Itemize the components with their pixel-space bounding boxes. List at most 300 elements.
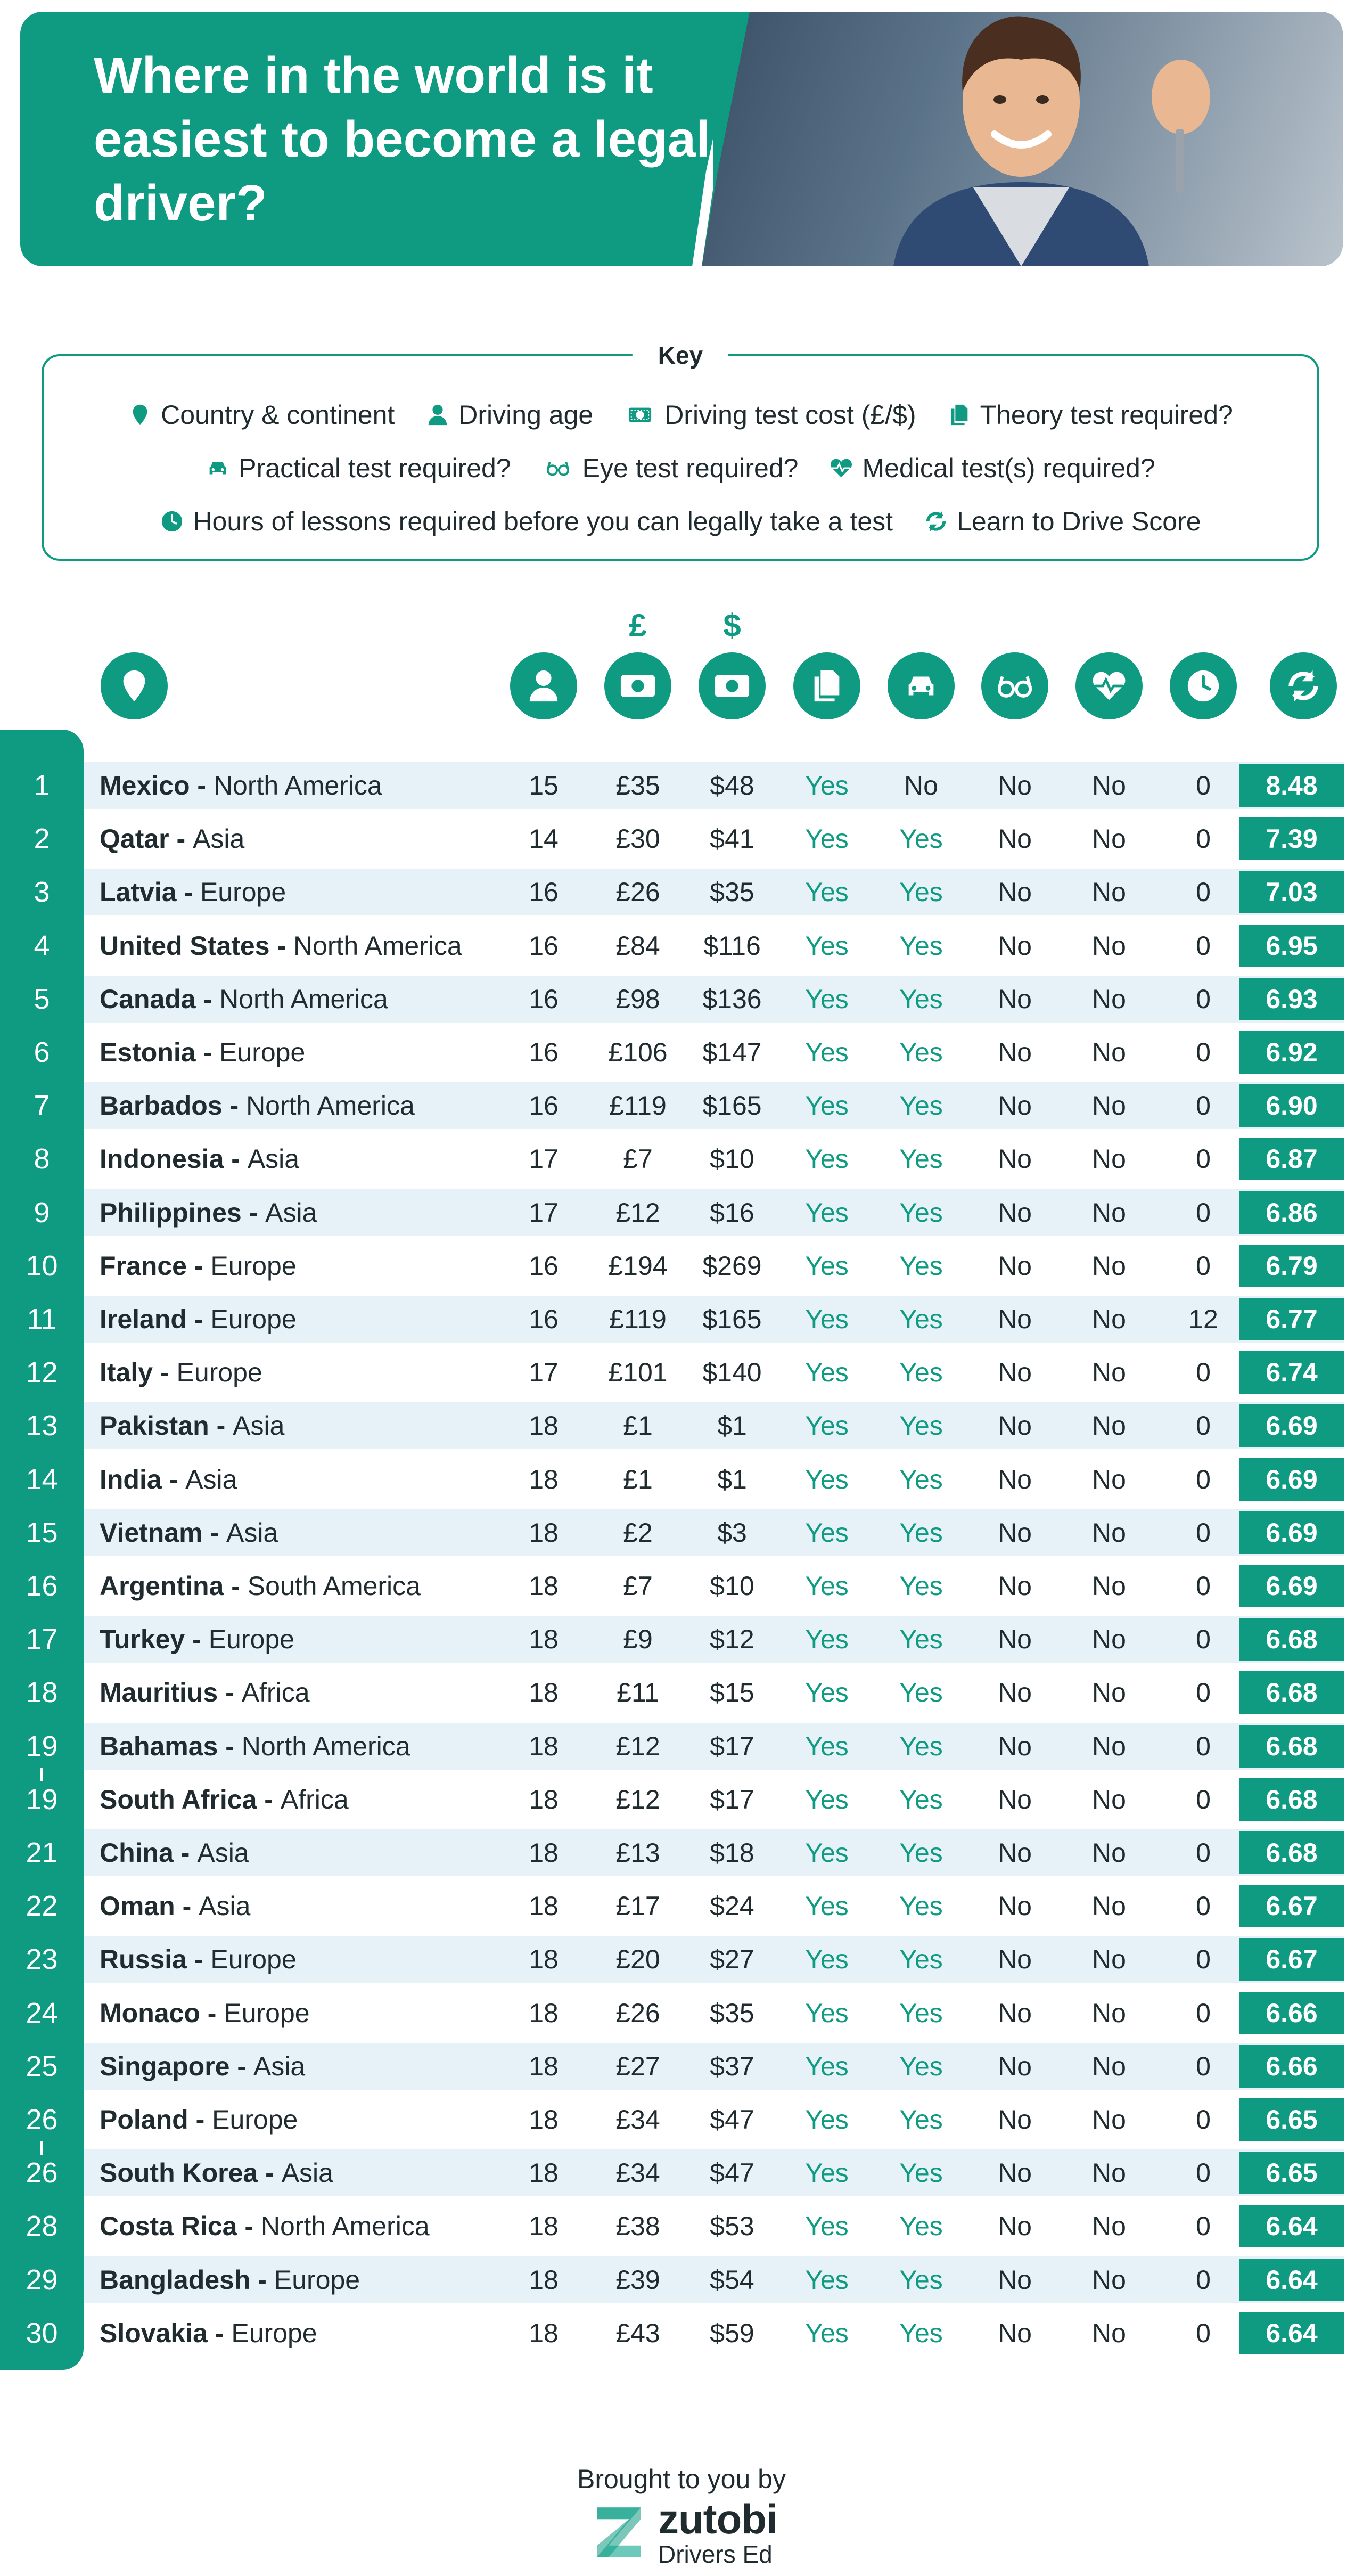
gbp-cell: £34	[615, 2105, 660, 2135]
continent-name: North America	[241, 1731, 410, 1761]
score-badge: 6.68	[1239, 1671, 1344, 1714]
gbp-cell: £26	[615, 1998, 660, 2028]
usd-cell: $140	[702, 1357, 762, 1387]
rank-number: 2	[34, 823, 50, 855]
country-cell	[100, 1402, 284, 1449]
country-separator: -	[176, 877, 200, 907]
practical-cell: Yes	[899, 1624, 943, 1654]
practical-cell: Yes	[899, 1251, 943, 1281]
gbp-cell: £13	[615, 1838, 660, 1868]
hours-cell: 0	[1196, 1624, 1211, 1654]
key-item-age	[425, 399, 593, 431]
gbp-symbol: £	[629, 608, 647, 643]
rank-number: 6	[34, 1036, 50, 1068]
country-separator: -	[269, 931, 293, 961]
medical-cell: No	[1092, 771, 1126, 800]
age-cell: 18	[529, 1891, 559, 1921]
country-name: Turkey	[100, 1624, 185, 1654]
practical-cell: Yes	[899, 877, 943, 907]
hours-cell: 0	[1196, 877, 1211, 907]
key-label-theory: Theory test required?	[980, 400, 1233, 430]
rank-strip	[0, 730, 84, 2370]
table-row	[84, 1135, 1344, 1182]
refresh-icon	[1285, 667, 1322, 705]
continent-name: Asia	[193, 824, 245, 854]
score-badge: 6.64	[1239, 2259, 1344, 2301]
hours-cell: 0	[1196, 1091, 1211, 1121]
gbp-cell: £20	[615, 1944, 660, 1974]
medical-cell: No	[1092, 1678, 1126, 1707]
country-cell	[100, 2310, 317, 2357]
car-icon	[206, 456, 230, 480]
country-name: Ireland	[100, 1304, 187, 1334]
score-badge: 6.68	[1239, 1725, 1344, 1768]
medical-cell: No	[1092, 2051, 1126, 2081]
eye-cell: No	[998, 984, 1032, 1014]
documents-icon	[947, 403, 972, 427]
continent-name: North America	[293, 931, 462, 961]
hours-cell: 0	[1196, 1571, 1211, 1601]
country-name: Vietnam	[100, 1518, 203, 1548]
eye-cell: No	[998, 2211, 1032, 2241]
eye-cell: No	[998, 1785, 1032, 1814]
gbp-cell: £39	[615, 2265, 660, 2295]
country-separator: -	[186, 1304, 211, 1334]
practical-cell: Yes	[899, 1785, 943, 1814]
location-pin-icon	[128, 403, 152, 427]
usd-cell: $18	[710, 1838, 754, 1868]
key-label-medical: Medical test(s) required?	[862, 453, 1155, 483]
country-cell	[100, 1776, 349, 1823]
table-row	[84, 869, 1344, 915]
theory-cell: Yes	[805, 1998, 849, 2028]
refresh-icon	[924, 509, 948, 534]
gbp-cell: £7	[623, 1571, 653, 1601]
theory-cell: Yes	[805, 1251, 849, 1281]
usd-cell: $41	[710, 824, 754, 854]
gbp-cell: £101	[608, 1357, 668, 1387]
gbp-cell: £106	[608, 1037, 668, 1067]
medical-cell: No	[1092, 2105, 1126, 2135]
continent-name: North America	[260, 2211, 430, 2241]
rank-number: 22	[26, 1890, 58, 1922]
score-badge: 6.74	[1239, 1351, 1344, 1394]
gbp-cell: £2	[623, 1518, 653, 1548]
hours-cell: 0	[1196, 2265, 1211, 2295]
continent-name: Asia	[265, 1198, 317, 1228]
continent-name: Europe	[219, 1037, 306, 1067]
zutobi-logo	[591, 2498, 783, 2567]
medical-cell: No	[1092, 1624, 1126, 1654]
key-title: Key	[633, 340, 728, 370]
country-name: Slovakia	[100, 2318, 208, 2348]
eye-cell: No	[998, 1891, 1032, 1921]
hours-cell: 0	[1196, 1251, 1211, 1281]
medical-cell: No	[1092, 2265, 1126, 2295]
country-name: Mauritius	[100, 1678, 218, 1707]
country-cell	[100, 869, 286, 915]
country-cell	[100, 1616, 294, 1663]
eye-cell: No	[998, 1144, 1032, 1174]
country-separator: -	[161, 1465, 186, 1494]
key-row-3	[44, 505, 1317, 537]
hours-cell: 0	[1196, 984, 1211, 1014]
continent-name: Europe	[210, 1304, 297, 1334]
theory-cell: Yes	[805, 1944, 849, 1974]
age-cell: 16	[529, 877, 559, 907]
country-cell	[100, 1669, 310, 1716]
country-cell	[100, 1029, 305, 1076]
country-name: India	[100, 1465, 162, 1494]
age-cell: 18	[529, 2265, 559, 2295]
eye-cell: No	[998, 2105, 1032, 2135]
age-cell: 18	[529, 1944, 559, 1974]
hours-cell: 0	[1196, 1731, 1211, 1761]
hours-cell: 0	[1196, 1891, 1211, 1921]
practical-cell: Yes	[899, 1144, 943, 1174]
score-badge: 6.69	[1239, 1404, 1344, 1447]
country-cell	[100, 2256, 360, 2303]
rank-number: 26	[26, 2104, 58, 2136]
gbp-cell: £9	[623, 1624, 653, 1654]
score-badge: 6.68	[1239, 1618, 1344, 1661]
gbp-cell: £12	[615, 1785, 660, 1814]
practical-cell: No	[904, 771, 938, 800]
gbp-cell: £98	[615, 984, 660, 1014]
key-label-cost: Driving test cost (£/$)	[664, 400, 916, 430]
theory-cell: Yes	[805, 877, 849, 907]
continent-name: Europe	[176, 1357, 262, 1387]
hours-cell: 0	[1196, 1785, 1211, 1814]
table-row	[84, 815, 1344, 862]
eye-cell: No	[998, 1571, 1032, 1601]
country-separator: -	[237, 2211, 261, 2241]
country-name: Pakistan	[100, 1411, 209, 1441]
table-row	[84, 1082, 1344, 1129]
country-name: Argentina	[100, 1571, 224, 1601]
country-cell	[100, 1563, 421, 1609]
theory-cell: Yes	[805, 2105, 849, 2135]
medical-cell: No	[1092, 1785, 1126, 1814]
score-badge: 6.90	[1239, 1084, 1344, 1127]
key-label-score: Learn to Drive Score	[957, 506, 1201, 536]
medical-cell: No	[1092, 1037, 1126, 1067]
country-cell	[100, 2043, 305, 2090]
table-row	[84, 1509, 1344, 1556]
country-cell	[100, 2096, 298, 2143]
glasses-icon	[996, 667, 1033, 705]
age-cell: 18	[529, 2158, 559, 2188]
country-cell	[100, 1189, 317, 1236]
column-theory-header	[793, 652, 860, 719]
country-name: Qatar	[100, 824, 169, 854]
hours-cell: 0	[1196, 1998, 1211, 2028]
rank-number: 26	[26, 2157, 58, 2189]
country-cell	[100, 1723, 410, 1770]
country-name: France	[100, 1251, 187, 1281]
country-name: Oman	[100, 1891, 175, 1921]
country-name: Bahamas	[100, 1731, 218, 1761]
country-cell	[100, 2203, 430, 2250]
banknote-icon	[619, 667, 656, 705]
hours-cell: 0	[1196, 1037, 1211, 1067]
continent-name: Europe	[224, 1998, 310, 2028]
eye-cell: No	[998, 1998, 1032, 2028]
usd-cell: $1	[717, 1411, 747, 1441]
country-name: Estonia	[100, 1037, 196, 1067]
gbp-cell: £12	[615, 1198, 660, 1228]
hours-cell: 0	[1196, 2158, 1211, 2188]
practical-cell: Yes	[899, 1571, 943, 1601]
rank-number: 18	[26, 1677, 58, 1708]
practical-cell: Yes	[899, 1411, 943, 1441]
medical-cell: No	[1092, 1198, 1126, 1228]
continent-name: North America	[246, 1091, 415, 1121]
score-badge: 6.64	[1239, 2205, 1344, 2247]
eye-cell: No	[998, 1838, 1032, 1868]
score-badge: 6.68	[1239, 1831, 1344, 1874]
practical-cell: Yes	[899, 2265, 943, 2295]
medical-cell: No	[1092, 1944, 1126, 1974]
practical-cell: Yes	[899, 1678, 943, 1707]
continent-name: Asia	[253, 2051, 306, 2081]
gbp-cell: £194	[608, 1251, 668, 1281]
rank-number: 28	[26, 2210, 58, 2242]
usd-cell: $1	[717, 1465, 747, 1494]
age-cell: 16	[529, 1037, 559, 1067]
practical-cell: Yes	[899, 1304, 943, 1334]
table-row	[84, 1563, 1344, 1609]
usd-cell: $165	[702, 1304, 762, 1334]
practical-cell: Yes	[899, 2051, 943, 2081]
zutobi-z-logo-icon	[591, 2501, 650, 2563]
theory-cell: Yes	[805, 984, 849, 1014]
rank-number: 11	[27, 1303, 57, 1335]
eye-cell: No	[998, 2265, 1032, 2295]
country-separator: -	[218, 1678, 242, 1707]
eye-cell: No	[998, 2051, 1032, 2081]
eye-cell: No	[998, 1678, 1032, 1707]
country-separator: -	[169, 824, 193, 854]
rank-number: 7	[34, 1090, 50, 1122]
age-cell: 18	[529, 2211, 559, 2241]
country-name: Poland	[100, 2105, 188, 2135]
eye-cell: No	[998, 824, 1032, 854]
table-row	[84, 1829, 1344, 1876]
country-separator: -	[250, 2265, 274, 2295]
practical-cell: Yes	[899, 931, 943, 961]
country-separator: -	[241, 1198, 266, 1228]
eye-cell: No	[998, 1251, 1032, 1281]
practical-cell: Yes	[899, 2318, 943, 2348]
practical-cell: Yes	[899, 824, 943, 854]
age-cell: 16	[529, 1091, 559, 1121]
age-cell: 18	[529, 2105, 559, 2135]
key-label-age: Driving age	[458, 400, 594, 430]
practical-cell: Yes	[899, 1731, 943, 1761]
gbp-cell: £38	[615, 2211, 660, 2241]
rank-number: 29	[26, 2264, 58, 2296]
score-badge: 6.67	[1239, 1938, 1344, 1981]
theory-cell: Yes	[805, 1678, 849, 1707]
table-row	[84, 1189, 1344, 1236]
medical-cell: No	[1092, 2318, 1126, 2348]
rank-number: 8	[34, 1143, 50, 1175]
country-name: South Korea	[100, 2158, 258, 2188]
eye-cell: No	[998, 931, 1032, 961]
gbp-cell: £34	[615, 2158, 660, 2188]
practical-cell: Yes	[899, 1198, 943, 1228]
hours-cell: 0	[1196, 931, 1211, 961]
gbp-cell: £1	[623, 1465, 653, 1494]
table-row	[84, 976, 1344, 1023]
table-row	[84, 1242, 1344, 1289]
usd-cell: $59	[710, 2318, 754, 2348]
age-cell: 16	[529, 984, 559, 1014]
gbp-cell: £119	[609, 1091, 667, 1121]
country-name: Russia	[100, 1944, 187, 1974]
practical-cell: Yes	[899, 1944, 943, 1974]
country-cell	[100, 1936, 297, 1983]
country-cell	[100, 762, 382, 809]
country-separator: -	[224, 1571, 248, 1601]
country-separator: -	[224, 1144, 248, 1174]
score-badge: 6.69	[1239, 1511, 1344, 1554]
hours-cell: 0	[1196, 1357, 1211, 1387]
practical-cell: Yes	[899, 1037, 943, 1067]
country-name: Philippines	[100, 1198, 242, 1228]
score-badge: 6.66	[1239, 2045, 1344, 2088]
theory-cell: Yes	[805, 1731, 849, 1761]
gbp-cell: £7	[623, 1144, 653, 1174]
country-cell	[100, 1456, 237, 1503]
rank-number: 30	[26, 2317, 58, 2349]
age-cell: 18	[529, 2318, 559, 2348]
continent-name: Asia	[199, 1891, 251, 1921]
score-badge: 6.87	[1239, 1138, 1344, 1180]
table-row	[84, 1029, 1344, 1076]
glasses-icon	[542, 456, 574, 480]
practical-cell: Yes	[899, 1091, 943, 1121]
score-badge: 6.93	[1239, 978, 1344, 1020]
medical-cell: No	[1092, 824, 1126, 854]
theory-cell: Yes	[805, 1411, 849, 1441]
rank-number: 9	[34, 1197, 50, 1229]
hours-cell: 0	[1196, 1518, 1211, 1548]
key-item-theory	[947, 399, 1233, 431]
medical-cell: No	[1092, 931, 1126, 961]
documents-icon	[808, 667, 845, 705]
theory-cell: Yes	[805, 2211, 849, 2241]
practical-cell: Yes	[899, 1357, 943, 1387]
country-separator: -	[190, 771, 214, 800]
rank-number: 17	[26, 1623, 58, 1655]
country-name: Mexico	[100, 771, 190, 800]
hours-cell: 0	[1196, 1198, 1211, 1228]
medical-cell: No	[1092, 2158, 1126, 2188]
country-cell	[100, 922, 462, 969]
country-separator: -	[202, 1518, 227, 1548]
column-score-header	[1270, 652, 1337, 719]
country-separator: -	[186, 1944, 211, 1974]
heartbeat-icon	[829, 456, 853, 480]
banknote-icon	[713, 667, 751, 705]
table-row	[84, 1402, 1344, 1449]
key-item-hours	[160, 505, 893, 537]
gbp-cell: £35	[615, 771, 660, 800]
country-name: Barbados	[100, 1091, 223, 1121]
eye-cell: No	[998, 1304, 1032, 1334]
rank-number: 19	[26, 1784, 58, 1816]
usd-cell: $17	[710, 1731, 754, 1761]
driver-photo	[702, 12, 1343, 266]
continent-name: Asia	[247, 1144, 300, 1174]
age-cell: 18	[529, 1465, 559, 1494]
score-badge: 6.64	[1239, 2312, 1344, 2354]
column-usd-header	[699, 652, 766, 719]
usd-cell: $165	[702, 1091, 762, 1121]
medical-cell: No	[1092, 1891, 1126, 1921]
theory-cell: Yes	[805, 824, 849, 854]
eye-cell: No	[998, 1944, 1032, 1974]
country-cell	[100, 1509, 278, 1556]
rank-number: 10	[26, 1250, 58, 1282]
hours-cell: 12	[1188, 1304, 1218, 1334]
theory-cell: Yes	[805, 1465, 849, 1494]
practical-cell: Yes	[899, 1465, 943, 1494]
score-badge: 6.79	[1239, 1245, 1344, 1287]
country-cell	[100, 1082, 415, 1129]
eye-cell: No	[998, 1518, 1032, 1548]
medical-cell: No	[1092, 1465, 1126, 1494]
table-row	[84, 1936, 1344, 1983]
country-separator: -	[175, 1891, 199, 1921]
hours-cell: 0	[1196, 1144, 1211, 1174]
age-cell: 18	[529, 1624, 559, 1654]
hours-cell: 0	[1196, 771, 1211, 800]
country-separator: -	[209, 1411, 233, 1441]
age-cell: 15	[529, 771, 559, 800]
country-name: Bangladesh	[100, 2265, 251, 2295]
continent-name: North America	[213, 771, 382, 800]
score-badge: 6.69	[1239, 1458, 1344, 1501]
logo-name: zutobi	[658, 2496, 777, 2542]
medical-cell: No	[1092, 1571, 1126, 1601]
theory-cell: Yes	[805, 1091, 849, 1121]
continent-name: Asia	[226, 1518, 278, 1548]
column-country-header	[101, 652, 168, 719]
medical-cell: No	[1092, 1091, 1126, 1121]
table-row	[84, 1349, 1344, 1396]
table-row	[84, 2256, 1344, 2303]
table-row	[84, 1723, 1344, 1770]
eye-cell: No	[998, 1411, 1032, 1441]
key-box	[42, 341, 1319, 561]
usd-cell: $3	[717, 1518, 747, 1548]
age-cell: 18	[529, 1998, 559, 2028]
country-separator: -	[188, 2105, 212, 2135]
table-row	[84, 1883, 1344, 1929]
theory-cell: Yes	[805, 1571, 849, 1601]
eye-cell: No	[998, 877, 1032, 907]
score-badge: 6.67	[1239, 1885, 1344, 1927]
theory-cell: Yes	[805, 1518, 849, 1548]
hours-cell: 0	[1196, 1465, 1211, 1494]
country-name: United States	[100, 931, 270, 961]
table-row	[84, 2203, 1344, 2250]
column-eye-header	[981, 652, 1048, 719]
eye-cell: No	[998, 1731, 1032, 1761]
